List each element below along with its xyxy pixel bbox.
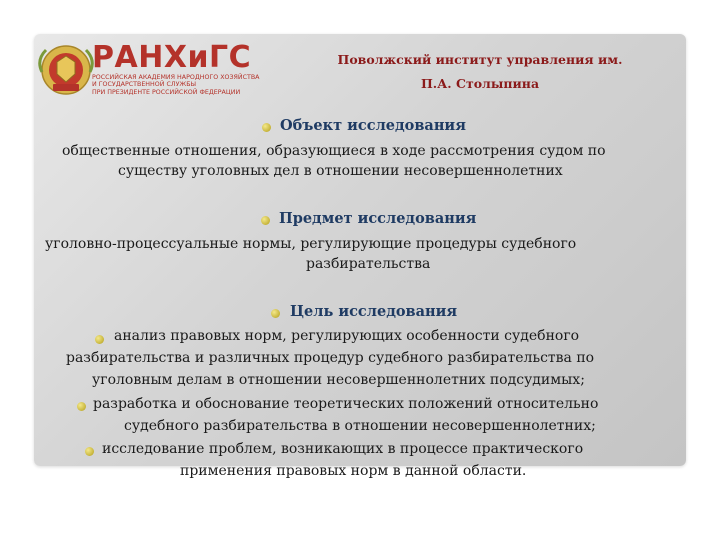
goal-item-line: уголовным делам в отношении несовершеннолетних подсудимых; (92, 372, 585, 388)
bullet-icon (271, 309, 280, 318)
bullet-icon (262, 123, 271, 132)
goal-item-line: анализ правовых норм, регулирующих особенности судебного (114, 328, 580, 344)
bullet-icon (85, 447, 94, 456)
goal-item-line: разработка и обоснование теоретических положений относительно (93, 396, 599, 412)
bullet-icon (261, 216, 270, 225)
bullet-icon (77, 402, 86, 411)
logo-name: РАНХиГС (92, 40, 252, 75)
institute-title: Поволжский институт управления им. П.А. Столыпина (337, 52, 623, 91)
goal-item-line: исследование проблем, возникающих в процессе практического (102, 441, 584, 457)
object-text-line: существу уголовных дел в отношении несовершеннолетних (118, 163, 563, 179)
object-heading: Объект исследования (280, 117, 466, 134)
logo-subtitle: РОССИЙСКАЯ АКАДЕМИЯ НАРОДНОГО ХОЗЯЙСТВА И ГОСУДАРСТВЕННОЙ СЛУЖБЫ ПРИ ПРЕЗИДЕНТЕ РОССИЙСКОЙ ФЕДЕРАЦИИ (92, 74, 260, 96)
goal-heading: Цель исследования (290, 303, 458, 320)
subject-heading: Предмет исследования (279, 210, 477, 227)
subject-text-line: разбирательства (306, 256, 431, 272)
subject-text-line: уголовно-процессуальные нормы, регулирующие процедуры судебного (45, 236, 577, 252)
bullet-icon (95, 335, 104, 344)
goal-item-line: применения правовых норм в данной области. (180, 463, 527, 479)
goal-item-line: судебного разбирательства в отношении несовершеннолетних; (124, 418, 596, 434)
goal-item-line: разбирательства и различных процедур судебного разбирательства по (66, 350, 595, 366)
object-text-line: общественные отношения, образующиеся в ходе рассмотрения судом по (62, 143, 606, 159)
